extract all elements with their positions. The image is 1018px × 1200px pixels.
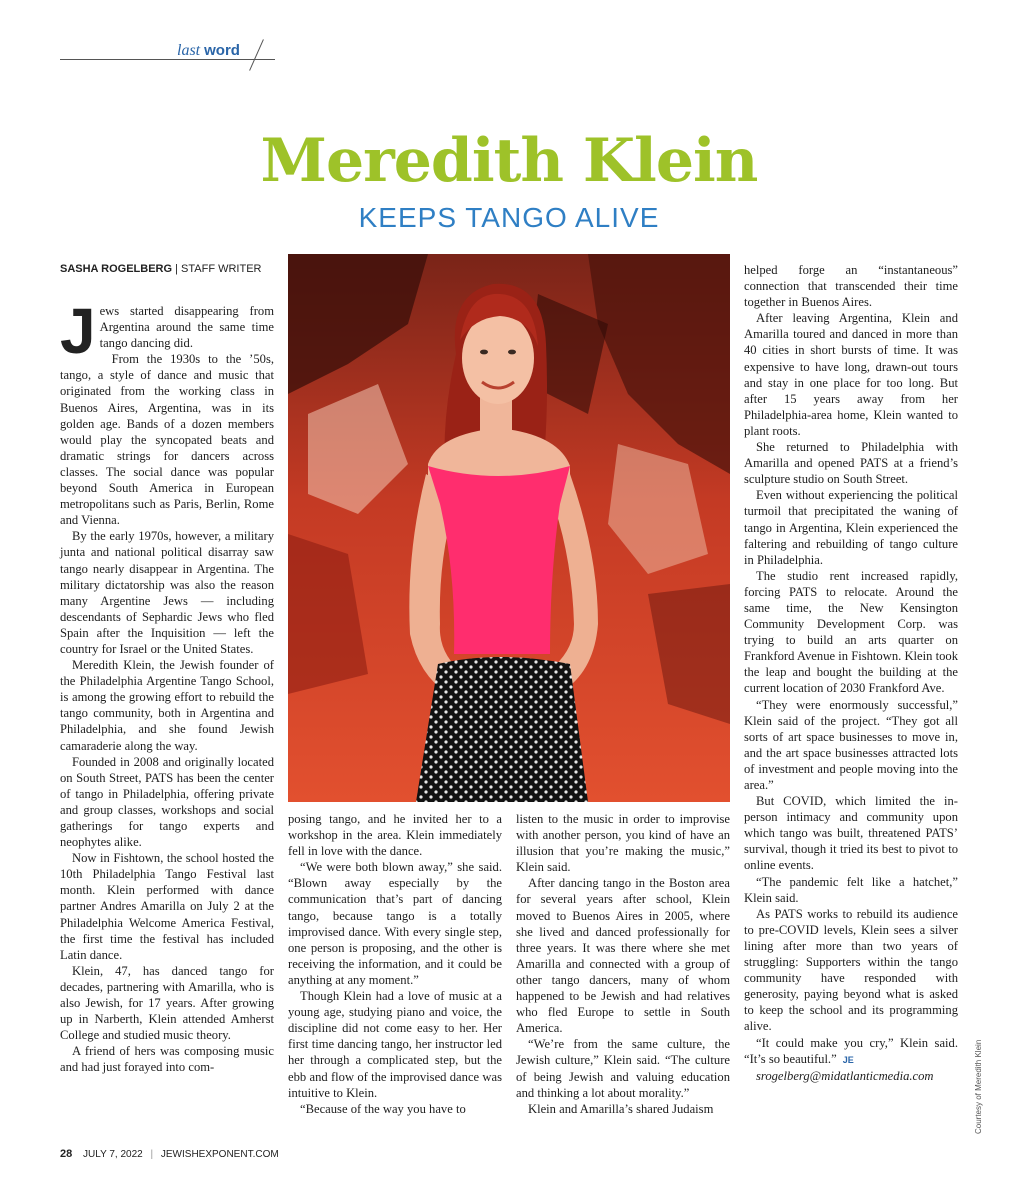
paragraph: “We’re from the same culture, the Jewish culture,” Klein said. “The culture of being Jewish and valuing education and thinking a lot about morality.” <box>516 1037 730 1100</box>
headline: Meredith Klein <box>260 126 758 196</box>
closing-text: “It could make you cry,” Klein said. “It’s so beautiful.” <box>744 1035 958 1066</box>
paragraph: Klein, 47, has danced tango for decades, partnering with Amarilla, who is also Jewish, for 17 years. After growing up in Narberth, Klein attended Amherst College and studied music theory. <box>60 963 274 1043</box>
paragraph: Now in Fishtown, the school hosted the 10th Philadelphia Tango Festival last month. Klein performed with dance partner Andres Amarilla on July 2 at the Philadelphia Welcome America Festival, the first time the festival has included Latin dance. <box>60 851 274 962</box>
feature-photo <box>288 254 730 802</box>
publication-site[interactable]: JEWISHEXPONENT.COM <box>160 1149 279 1160</box>
paragraph: Founded in 2008 and originally located on South Street, PATS has been the center of tango in Philadelphia, offering private and group classes, workshops and social gatherings for tango experts and neophytes alike. <box>60 754 274 850</box>
section-label-bold: word <box>204 42 240 59</box>
article-column-4 <box>744 262 958 1084</box>
paragraph: After leaving Argentina, Klein and Amarilla toured and danced in more than 40 cities in short bursts of time. It was expensive to have long, drawn-out tours and stay in one place for too long. But after 15 years away from her Philadelphia-area home, Klein wanted to plant roots. <box>744 311 958 438</box>
article-column-2 <box>288 811 502 1117</box>
issue-date: JULY 7, 2022 <box>83 1149 143 1160</box>
paragraph: Meredith Klein, the Jewish founder of the Philadelphia Argentine Tango School, is among the growing effort to rebuild the tango community, both in Argentina and Philadelphia, and she found Jewish camaraderie along the way. <box>60 658 274 753</box>
lead-paragraph <box>60 295 274 367</box>
paragraph: Even without experiencing the political turmoil that precipitated the waning of tango in Argentina, Klein experienced the faltering and rebuilding of tango culture in Philadelphia. <box>744 488 958 567</box>
page-number: 28 <box>60 1148 73 1160</box>
paragraph: “The pandemic felt like a hatchet,” Klein said. <box>744 874 958 905</box>
paragraph: From the 1930s to the ’50s, tango, a style of dance and music that originated from the working class in Buenos Aires, Argentina, was in its golden age. Bands of a dozen members would play the syncopated beats and dramatic strings for dancers across classes. The social dance was popular beyond South America in European metropolitans such as Paris, Berlin, Rome and Vienna. <box>60 352 274 528</box>
page-footer <box>60 1148 279 1160</box>
author-role: STAFF WRITER <box>181 263 262 275</box>
paragraph: posing tango, and he invited her to a workshop in the area. Klein immediately fell in love with the dance. <box>288 812 502 859</box>
paragraph: Though Klein had a love of music at a young age, studying piano and voice, the discipline did not come easy to her. Her first time dancing tango, her instructor led her through a complicated step, but the ebb and flow of the improvised dance was intuitive to Klein. <box>288 989 502 1100</box>
section-label <box>177 42 240 60</box>
photo-credit: Courtesy of Meredith Klein <box>974 1039 983 1134</box>
author-name: SASHA ROGELBERG <box>60 263 173 275</box>
paragraph: By the early 1970s, however, a military junta and national political disarray saw tango nearly disappear in Argentina. The military dictatorship was also the reason many Argentine Jews — including descendants of Sephardic Jews who fled Spain after the Inquisition — left the country for Israel or the United States. <box>60 529 274 656</box>
paragraph: “They were enormously successful,” Klein said of the project. “They got all sorts of art space businesses to move in, and the art space businesses attracted lots of investment and people moving into the area.” <box>744 697 958 792</box>
closing-paragraph <box>744 1035 958 1068</box>
paragraph: “We were both blown away,” she said. “Blown away especially by the communication that’s part of dancing tango, because tango is a totally improvised dance. With every single step, one person is proposing, and the other is receiving the information, and it could be anything at any moment.” <box>288 860 502 987</box>
paragraph: listen to the music in order to improvise with another person, you kind of have an illusion that you’re making the music,” Klein said. <box>516 812 730 875</box>
section-header <box>60 40 275 74</box>
footer-separator: | <box>150 1149 154 1160</box>
dancer-photo-illustration <box>288 254 730 802</box>
header-rule <box>60 59 275 60</box>
paragraph: “Because of the way you have to <box>300 1101 466 1116</box>
end-mark: JE <box>842 1054 854 1065</box>
header-slash <box>249 39 264 70</box>
paragraph: As PATS works to rebuild its audience to pre-COVID levels, Klein sees a silver lining after more than two years of struggling: Supporters within the tango community have responded with generosity, paying beyond what is asked to keep the school and its programming alive. <box>744 906 958 1034</box>
paragraph: But COVID, which limited the in-person intimacy and community upon which tango was built, threatened PATS’ survival, though it tried its best to pivot to online events. <box>744 794 958 873</box>
drop-cap: J <box>60 295 96 367</box>
paragraph: Klein and Amarilla’s shared Judaism <box>528 1101 714 1116</box>
paragraph: A friend of hers was composing music and had just forayed into com- <box>60 1044 274 1075</box>
author-email[interactable]: srogelberg@midatlanticmedia.com <box>756 1068 934 1083</box>
article-column-1 <box>60 295 274 1123</box>
byline: SASHA ROGELBERG | STAFF WRITER <box>60 263 262 275</box>
paragraph-text: ews started disappearing from Argentina around the same time tango dancing did. <box>99 304 274 351</box>
section-label-light: last <box>177 42 201 59</box>
paragraph: After dancing tango in the Boston area for several years after school, Klein moved to Buenos Aires in 2005, where she lived and danced professionally for three years. It was there where she met Amarilla and connected with a group of other tango dancers, many of whom happened to be Jewish and had relatives who fled Europe to settle in South America. <box>516 876 730 1036</box>
article-column-3 <box>516 811 730 1117</box>
subheadline: KEEPS TANGO ALIVE <box>358 202 660 233</box>
paragraph: She returned to Philadelphia with Amarilla and opened PATS at a friend’s sculpture studio on South Street. <box>744 440 958 487</box>
paragraph: The studio rent increased rapidly, forcing PATS to relocate. Around the same time, the New Kensington Community Development Corp. was trying to build an arts quarter on Frankford Avenue in Fishtown. Klein took the leap and bought the building at the current location of 2030 Frankford Ave. <box>744 568 958 696</box>
paragraph: helped forge an “instantaneous” connection that transcended their time together in Buenos Aires. <box>744 263 958 310</box>
